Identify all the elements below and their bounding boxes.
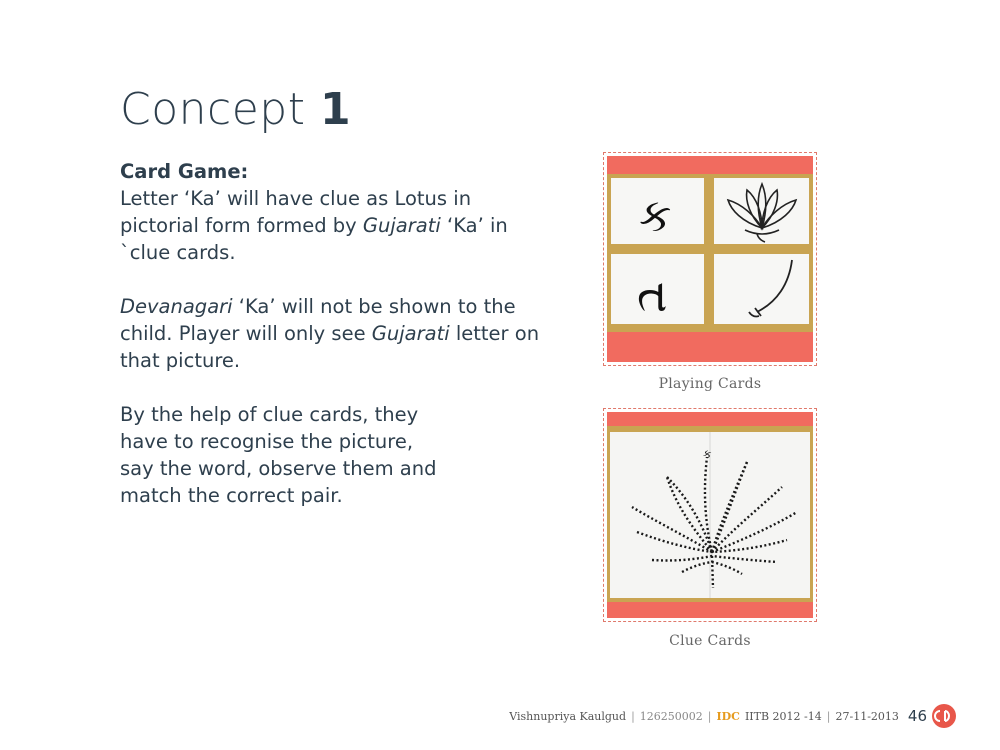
paragraph-2: Devanagari ‘Ka’ will not be shown to the child. Player will only see Gujarati letter on that picture.	[120, 295, 540, 372]
idc-logo-icon	[932, 704, 956, 728]
clue-card-illustration	[607, 412, 813, 618]
footer-idc: IDC	[716, 709, 740, 723]
gujarati-ta-letter: ત	[637, 268, 668, 322]
page-number: 46	[907, 707, 927, 725]
clue-cards-photo	[603, 408, 817, 622]
footer-roll-number: 126250002	[639, 709, 703, 723]
title-number: 1	[319, 84, 352, 135]
footer-date: 27-11-2013	[835, 709, 899, 723]
page-title	[120, 84, 351, 135]
playing-cards-illustration	[607, 156, 813, 362]
paragraph-1-text: Letter ‘Ka’ will have clue as Lotus in pictorial form formed by Gujarati ‘Ka’ in `clue cards.	[120, 187, 508, 264]
card-game-heading: Card Game:	[120, 160, 249, 183]
clue-cards-caption: Clue Cards	[669, 633, 751, 649]
footer-institute: IITB 2012 -14	[744, 709, 822, 723]
paragraph-3: By the help of clue cards, they have to recognise the picture, say the word, observe them and match the correct pair.	[120, 403, 437, 507]
paragraph-1	[120, 158, 540, 266]
gujarati-ka-letter: ક	[639, 188, 672, 242]
title-word: Concept	[120, 84, 306, 135]
clue-ka-glyph: ક	[703, 447, 712, 461]
footer: Vishnupriya Kaulgud | 126250002 | IDC IITB 2012 -14 | 27-11-2013 46	[509, 704, 956, 728]
footer-author: Vishnupriya Kaulgud	[509, 709, 627, 723]
body-text	[120, 158, 540, 536]
playing-cards-caption: Playing Cards	[658, 376, 762, 392]
playing-cards-photo	[603, 152, 817, 366]
